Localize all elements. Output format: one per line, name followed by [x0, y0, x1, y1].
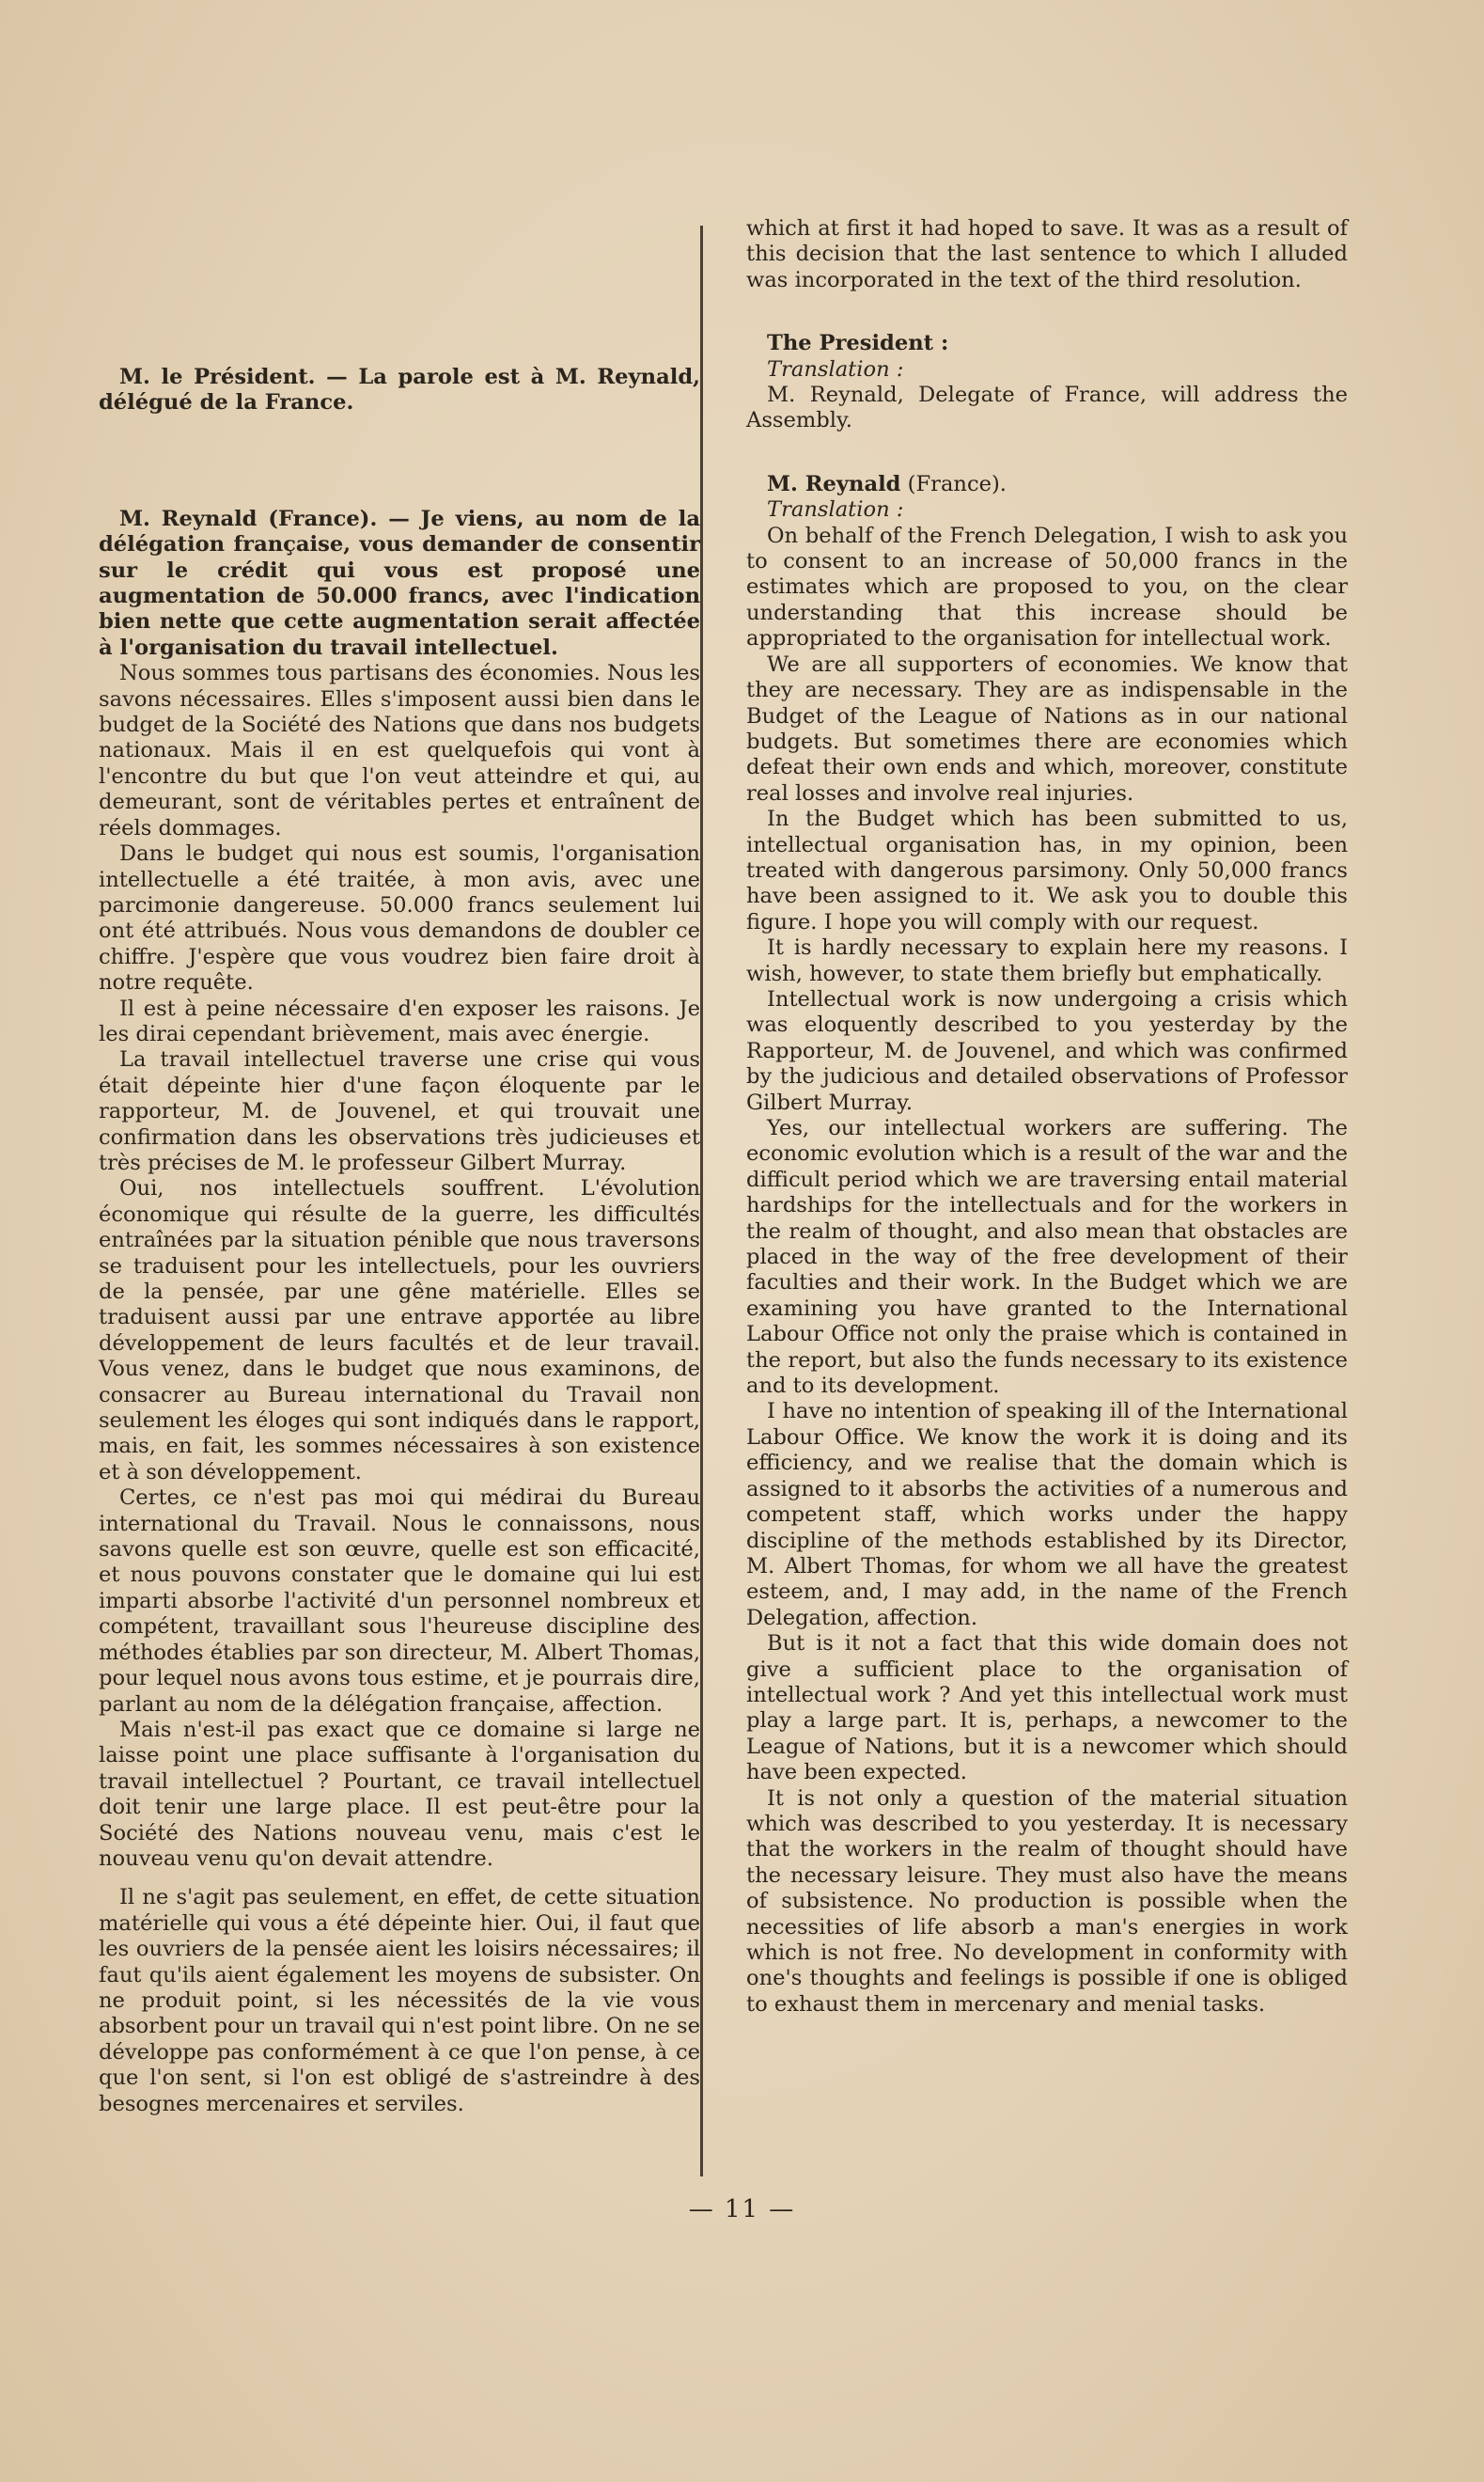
- english-column: [746, 216, 1348, 2018]
- page-number: — 11 —: [688, 2195, 796, 2223]
- reynald-country-en: (France).: [900, 471, 1007, 496]
- paragraph-en: It is hardly necessary to explain here my reasons. I wish, however, to state them briefly but emphatically.: [746, 935, 1348, 986]
- president-speaker-fr: M. le Président.: [119, 365, 316, 389]
- paragraph-en: But is it not a fact that this wide domain does not give a sufficient place to the organisation of intellectual work ? And yet this intellectual work must play a large part. It is, perhaps, a newcomer to the League of Nations, but it is a newcomer which should have been expected.: [746, 1631, 1348, 1785]
- paragraph-en: In the Budget which has been submitted to us, intellectual organisation has, in my opinion, been treated with dangerous parsimony. Only 50,000 francs have been assigned to it. We ask you to double this figure. I hope you will comply with our request.: [746, 807, 1348, 935]
- paragraph-fr: La travail intellectuel traverse une crise qui vous était dépeinte hier d'une façon éloquente par le rapporteur, M. de Jouvenel, et qui trouvait une confirmation dans les observations très judicieuses et très précises de M. le professeur Gilbert Murray.: [99, 1047, 700, 1175]
- paragraph-en: Intellectual work is now undergoing a crisis which was eloquently described to you yesterday by the Rapporteur, M. de Jouvenel, and which was confirmed by the judicious and detailed observations of Professor Gilbert Murray.: [746, 986, 1348, 1115]
- paragraph-fr: Certes, ce n'est pas moi qui médirai du Bureau international du Travail. Nous le connaissons, nous savons quelle est son œuvre, quelle est son efficacité, et nous pouvons constater que le domaine qui lui est imparti absorbe l'activité d'un personnel nombreux et compétent, travaillant sous l'heureuse discipline des méthodes établies par son directeur, M. Albert Thomas, pour lequel nous avons tous estime, et je pourrais dire, parlant au nom de la délégation française, affection.: [99, 1485, 700, 1717]
- paragraph-en: It is not only a question of the material situation which was described to you yesterday. It is necessary that the workers in the realm of thought should have the necessary leisure. They must also have the means of subsistence. No production is possible when the necessities of life absorb a man's energies in work which is not free. No development in conformity with one's thoughts and feelings is possible if one is obliged to exhaust them in mercenary and menial tasks.: [746, 1785, 1348, 2017]
- paragraph-fr: Dans le budget qui nous est soumis, l'organisation intellectuelle a été traitée, à mon avis, avec une parcimonie dangereuse. 50.000 francs seulement lui ont été attribués. Nous vous demandons de doubler ce chiffre. J'espère que vous voudrez bien faire droit à notre requête.: [99, 841, 700, 996]
- french-column: [99, 365, 700, 2117]
- reynald-speaker-en: M. Reynald: [767, 471, 901, 496]
- reynald-speech-fr: [99, 507, 700, 661]
- paragraph-fr: Oui, nos intellectuels souffrent. L'évolution économique qui résulte de la guerre, les difficultés entraînées par la situation pénible que nous traversons se traduisent pour les intellectuels, pour les ouvriers de la pensée, par une gêne matérielle. Elles se traduisent aussi par une entrave apportée au libre développement de leurs facultés et de leur travail. Vous venez, dans le budget que nous examinons, de consacrer au Bureau international du Travail non seulement les éloges qui sont indiqués dans le rapport, mais, en fait, les sommes nécessaires à son existence et à son développement.: [99, 1176, 700, 1484]
- reynald-speaker-fr: M. Reynald: [119, 506, 258, 531]
- translation-label-en-2: Translation :: [767, 497, 904, 523]
- paragraph-fr: Nous sommes tous partisans des économies. Nous les savons nécessaires. Elles s'imposent aussi bien dans le budget de la Société des Nations que dans nos budgets nationaux. Mais il en est quelquefois qui vont à l'encontre du but que l'on veut atteindre et qui, au demeurant, sont de véritables pertes et entraînent de réels dommages.: [99, 661, 700, 840]
- reynald-country-fr: (France).: [257, 506, 378, 531]
- president-text-fr: — La parole est à M. Reynald, délégué de la France.: [99, 365, 700, 416]
- paragraph-en: Yes, our intellectual workers are suffering. The economic evolution which is a result of the war and the difficult period which we are traversing entail material hardships for the intellectuals and for the workers in the realm of thought, and also mean that obstacles are placed in the way of the free development of their faculties and their work. In the Budget which we are examining you have granted to the International Labour Office not only the praise which is contained in the report, but also the funds necessary to its existence and to its development.: [746, 1116, 1348, 1399]
- paragraph-en: On behalf of the French Delegation, I wish to ask you to consent to an increase of 50,000 francs in the estimates which are proposed to you, on the clear understanding that this increase should be appropriated to the organisation for intellectual work.: [746, 523, 1348, 652]
- paragraph-en: I have no intention of speaking ill of the International Labour Office. We know the work it is doing and its efficiency, and we realise that the domain which is assigned to it absorbs the activities of a numerous and competent staff, which works under the happy discipline of the methods established by its Director, M. Albert Thomas, for whom we all have the greatest esteem, and, I may add, in the name of the French Delegation, affection.: [746, 1399, 1348, 1630]
- column-divider: [700, 226, 703, 2176]
- paragraph-fr: Il ne s'agit pas seulement, en effet, de cette situation matérielle qui vous a été dépeinte hier. Oui, il faut que les ouvriers de la pensée aient les loisirs nécessaires; il faut qu'ils aient également les moyens de subsister. On ne produit point, si les nécessités de la vie vous absorbent pour un travail qui n'est point libre. On ne se développe pas conformément à ce que l'on pense, à ce que l'on sent, si l'on est obligé de s'astreindre à des besognes mercenaires et serviles.: [99, 1885, 700, 2116]
- paragraph-en: We are all supporters of economies. We know that they are necessary. They are as indispensable in the Budget of the League of Nations as in our national budgets. But sometimes there are economies which defeat their own ends and which, moreover, constitute real losses and involve real injuries.: [746, 652, 1348, 806]
- paragraph-fr: Mais n'est-il pas exact que ce domaine si large ne laisse point une place suffisante à l'organisation du travail intellectuel ? Pourtant, ce travail intellectuel doit tenir une large place. Il est peut-être pour la Société des Nations nouveau venu, mais c'est le nouveau venu qu'on devait attendre.: [99, 1717, 700, 1871]
- president-intro-fr: [99, 365, 700, 416]
- president-speaker-en: The President :: [767, 331, 949, 356]
- paragraph-fr: — Je viens, au nom de la délégation française, vous demander de consentir sur le crédit qui vous est proposé une augmentation de 50.000 francs, avec l'indication bien nette que cette augmentation serait affectée à l'organisation du travail intellectuel.: [99, 506, 700, 660]
- paragraph-fr: Il est à peine nécessaire d'en exposer les raisons. Je les dirai cependant brièvement, mais avec énergie.: [99, 996, 700, 1046]
- president-text-en: M. Reynald, Delegate of France, will address the Assembly.: [746, 383, 1348, 433]
- intro-paragraph-en: which at first it had hoped to save. It was as a result of this decision that the last sentence to which I alluded was incorporated in the text of the third resolution.: [746, 216, 1348, 292]
- reynald-heading-en: [746, 472, 1348, 497]
- translation-label-en: Translation :: [767, 356, 904, 382]
